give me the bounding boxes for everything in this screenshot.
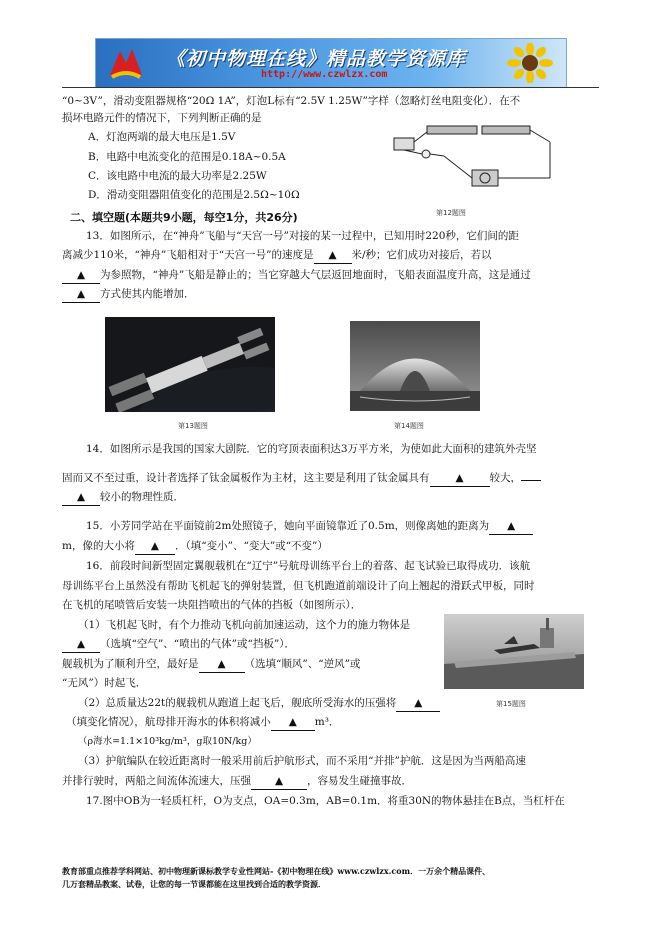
footer-line2: 几万套精品教案、试卷，让您的每一节课都能在这里找到合适的教学资源． [62, 879, 326, 889]
q16-part1-line1: （1）飞机起飞时，有个力推动飞机向前加速运动，这个力的施力物体是 [78, 619, 411, 631]
q16-line1: 16．前段时间新型固定翼舰载机在“辽宁”号航母训练平台上的着落、起飞试验已取得成功．该航 [86, 560, 531, 572]
q13-figure-caption: 第13题图 [178, 422, 208, 430]
q14-blank-1[interactable]: ▲ [430, 471, 490, 487]
q16-part1-line3: 舰载机为了顺利升空，最好是 ▲ （选填“顺风”、“逆风”或 [62, 657, 360, 673]
q14-blank-2[interactable]: ▲ [62, 490, 100, 506]
q16-figure-caption: 第15题图 [496, 700, 526, 708]
q16-part3-line2: 并排行驶时，两船之间流体流速大，压强 ▲ ，容易发生碰撞事故． [62, 774, 412, 790]
q16-blank-3[interactable]: ▲ [396, 696, 440, 712]
q16-part3-line1: （3）护航编队在较近距离时一般采用前后护航形式，而不采用“并排”护航．这是因为当两船高速 [78, 755, 526, 767]
banner-title: 《初中物理在线》精品教学资源库 [166, 48, 467, 70]
battery-box [427, 126, 477, 134]
sunflower-icon [506, 43, 554, 83]
q12-option-c[interactable]: C．该电路中电流的最大功率是2.25W [88, 170, 267, 182]
rheostat-box [482, 126, 530, 134]
spacecraft-docking-photo [105, 317, 275, 412]
q15-line1: 15．小芳同学站在平面镜前2m处照镜子，她向平面镜靠近了0.5m，则像离她的距离为 ▲ [86, 519, 533, 535]
lamp-circle [422, 150, 430, 158]
q16-blank-5[interactable]: ▲ [251, 774, 307, 790]
voltmeter-box [394, 138, 414, 150]
q16-part1-line4: “无风”）时起飞． [62, 677, 147, 689]
q12-line2: 损坏电路元件的情况下，下列判断正确的是 [62, 112, 262, 124]
header-rule [62, 87, 599, 88]
q13-line3: ▲ 为参照物，“神舟”飞船是静止的；当它穿越大气层返回地面时，飞船表面温度升高，这是通过 [62, 268, 531, 284]
footer-line1: 教育部重点推荐学科网站、初中物理新课标教学专业性网站-《初中物理在线》www.czwlzx.com．一万余个精品课件、 [62, 866, 491, 876]
q13-blank-1[interactable]: ▲ [314, 248, 352, 264]
q12-option-a[interactable]: A．灯泡两端的最大电压是1.5V [88, 131, 236, 143]
ammeter-box [472, 170, 498, 186]
q13-line1: 13．如图所示，在“神舟”飞船与“天宫一号”对接的某一过程中，已知用时220秒，它们间的距 [86, 230, 519, 242]
q16-line3: 在飞机的尾喷管后安装一块阻挡喷出的气体的挡板（如图所示）． [62, 599, 362, 611]
q12-option-d[interactable]: D．滑动变阻器阻值变化的范围是2.5Ω~10Ω [88, 189, 300, 201]
q14-figure-caption: 第14题图 [394, 422, 424, 430]
q15-line2: m，像的大小将 ▲ ．（填“变小”、“变大”或“不变”） [62, 539, 328, 555]
q12-line1: “0~3V”，滑动变阻器规格“20Ω 1A”，灯泡L标有“2.5V 1.25W”字样（忽略灯丝电阻变化）．在不 [62, 95, 521, 107]
q13-line4: ▲ 方式使其内能增加． [62, 287, 195, 303]
q16-part1-line2: ▲ （选填“空气”、“喷出的气体”或“挡板”）． [62, 637, 295, 653]
grand-theatre-photo [350, 321, 480, 411]
q13-blank-2[interactable]: ▲ [62, 268, 100, 284]
q16-part2-note: （ρ海水=1.1×10³kg/m³，g取10N/kg） [78, 736, 257, 747]
q14-blank-2-start [521, 480, 541, 481]
banner-url[interactable]: http://www.czwlzx.com [261, 69, 388, 80]
q12-option-b[interactable]: B．电路中电流变化的范围是0.18A~0.5A [88, 151, 286, 163]
q16-part2-line1: （2）总质量达22t的舰载机从跑道上起飞后，舰底所受海水的压强将 ▲ [78, 696, 440, 712]
q17-line1: 17.图中OB为一轻质杠杆，O为支点，OA=0.3m，AB=0.1m．将重30N的物体悬挂在B点，当杠杆在 [86, 795, 565, 807]
q12-figure-caption: 第12题图 [436, 209, 466, 217]
q16-part2-line2: （填变化情况），航母排开海水的体积将减小 ▲ m³． [66, 715, 339, 731]
section-two-title: 二、填空题(本题共9小题，每空1分，共26分) [70, 211, 298, 224]
q16-blank-1[interactable]: ▲ [62, 637, 100, 653]
q13-line2: 离减少110米，“神舟”飞船相对于“天宫一号”的速度是 ▲ 米/秒；它们成功对接后，若以 [62, 248, 492, 264]
q15-blank-1[interactable]: ▲ [489, 519, 533, 535]
q13-blank-3[interactable]: ▲ [62, 287, 100, 303]
site-logo-icon [106, 45, 146, 83]
q14-line2: 固而又不至过重，设计者选择了钛金属板作为主材，这主要是利用了钛金属具有 ▲ 较大， [62, 471, 541, 487]
q14-line3: ▲ 较小的物理性质． [62, 490, 184, 506]
q15-blank-2[interactable]: ▲ [135, 539, 175, 555]
q16-line2: 母训练平台上虽然没有帮助飞机起飞的弹射装置，但飞机跑道前端设计了向上翘起的滑跃式甲板，同时 [62, 580, 535, 592]
carrier-aircraft-photo [444, 614, 584, 689]
q16-blank-2[interactable]: ▲ [199, 657, 245, 673]
header-banner[interactable] [95, 38, 567, 88]
q16-blank-4[interactable]: ▲ [271, 715, 315, 731]
q14-line1: 14．如图所示是我国的国家大剧院．它的穹顶表面积达3万平方米，为使如此大面积的建筑外壳坚 [86, 443, 537, 455]
circuit-diagram [392, 112, 567, 204]
